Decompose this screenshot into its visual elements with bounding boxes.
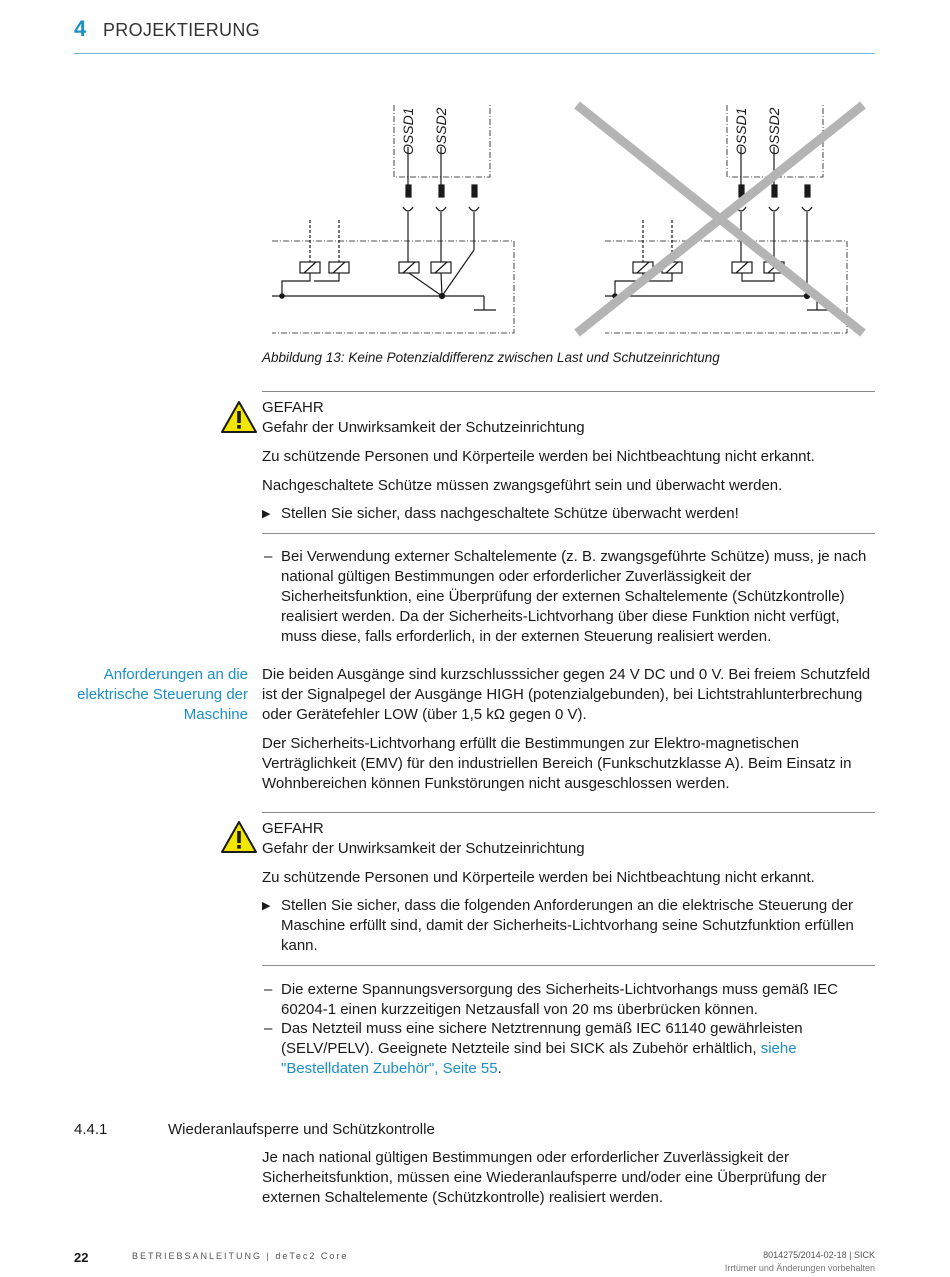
right-ossd2-label: OSSD2 bbox=[766, 107, 782, 155]
danger-title: GEFAHR bbox=[262, 820, 324, 837]
danger-title: GEFAHR bbox=[262, 399, 324, 416]
paragraph: Der Sicherheits-Lichtvorhang erfüllt die Bestimmungen zur Elektro-magnetischen Verträglichkeit (EMV) für den industriellen Bereich (Funkschutzklasse A). Beim Einsatz in Wohnbereichen können Funkstörungen nicht ausgeschlossen werden. bbox=[262, 735, 852, 792]
left-ossd2-label: OSSD2 bbox=[433, 107, 449, 155]
page-number: 22 bbox=[74, 1250, 89, 1265]
document-title: BETRIEBSANLEITUNG | deTec2 Core bbox=[132, 1251, 349, 1261]
section-title: Wiederanlaufsperre und Schützkontrolle bbox=[168, 1121, 435, 1138]
diagram-correct bbox=[272, 105, 514, 333]
disclaimer: Irrtümer und Änderungen vorbehalten bbox=[724, 1263, 875, 1273]
figure-caption: Abbildung 13: Keine Potenzialdifferenz zwischen Last und Schutzeinrichtung bbox=[262, 350, 720, 365]
list-item: – Bei Verwendung externer Schaltelemente (z. B. zwangsgeführte Schütze) muss, je nach national gültigen Bestimmungen oder erforderlicher Zuverlässigkeit der Sicherheitsfunktion, eine Überprüfung der externen Schaltelemente (Schützkontrolle) realisiert werden. Da der Sicherheits-Lichtvorhang über diese Funktion nicht verfügt, muss diese, falls erforderlich, in der externen Steuerung realisiert werden. bbox=[264, 548, 867, 645]
chapter-number: 4 bbox=[74, 16, 87, 41]
list-item: – Die externe Spannungsversorgung des Sicherheits-Lichtvorhangs muss gemäß IEC 60204-1 einen kurzzeitigen Netzausfall von 20 ms überbrücken können. bbox=[264, 981, 838, 1018]
chapter-title: PROJEKTIERUNG bbox=[103, 20, 260, 40]
danger-paragraph: Zu schützende Personen und Körperteile werden bei Nichtbeachtung nicht erkannt. bbox=[262, 869, 815, 886]
diagram-incorrect bbox=[577, 105, 863, 333]
wiring-figure bbox=[262, 95, 875, 345]
divider bbox=[262, 533, 875, 534]
danger-subtitle: Gefahr der Unwirksamkeit der Schutzeinrichtung bbox=[262, 840, 585, 857]
order-data-link[interactable]: siehe "Bestelldaten Zubehör", Seite 55 bbox=[281, 1040, 797, 1077]
triangle-bullet-icon: ▶ bbox=[262, 508, 271, 520]
divider bbox=[262, 965, 875, 966]
divider bbox=[262, 812, 875, 813]
triangle-bullet-icon: ▶ bbox=[262, 900, 271, 912]
left-ossd1-label: OSSD1 bbox=[400, 107, 416, 155]
danger-paragraph: Nachgeschaltete Schütze müssen zwangsgeführt sein und überwacht werden. bbox=[262, 477, 783, 494]
section-number: 4.4.1 bbox=[74, 1121, 108, 1138]
warning-icon bbox=[220, 400, 258, 434]
danger-paragraph: Zu schützende Personen und Körperteile werden bei Nichtbeachtung nicht erkannt. bbox=[262, 448, 815, 465]
danger-subtitle: Gefahr der Unwirksamkeit der Schutzeinrichtung bbox=[262, 419, 585, 436]
paragraph: Die beiden Ausgänge sind kurzschlusssicher gegen 24 V DC und 0 V. Bei freiem Schutzfeld ist der Signalpegel der Ausgänge HIGH (potenzialgebunden), bei Lichtstrahlunterbrechung oder Gerätefehler LOW (über 1,5 kΩ gegen 0 V). bbox=[262, 666, 871, 723]
margin-heading: Anforderungen an die elektrische Steuerung der Maschine bbox=[77, 666, 248, 723]
document-id: 8014275/2014-02-18 | SICK bbox=[763, 1250, 875, 1260]
list-item: – Das Netzteil muss eine sichere Netztrennung gemäß IEC 61140 gewährleisten (SELV/PELV). Geeignete Netzteile sind bei SICK als Zubehör erhältlich, siehe "Bestelldaten Zubehör", Seite 55. bbox=[264, 1020, 803, 1077]
right-ossd1-label: OSSD1 bbox=[733, 107, 749, 155]
warning-icon bbox=[220, 820, 258, 854]
paragraph: Je nach national gültigen Bestimmungen oder erforderlicher Zuverlässigkeit der Sicherheitsfunktion, müssen eine Wiederanlaufsperre und/oder eine Überprüfung der externen Schaltelemente (Schützkontrolle) realisiert werden. bbox=[262, 1149, 827, 1206]
divider bbox=[262, 391, 875, 392]
header-divider bbox=[74, 53, 875, 54]
